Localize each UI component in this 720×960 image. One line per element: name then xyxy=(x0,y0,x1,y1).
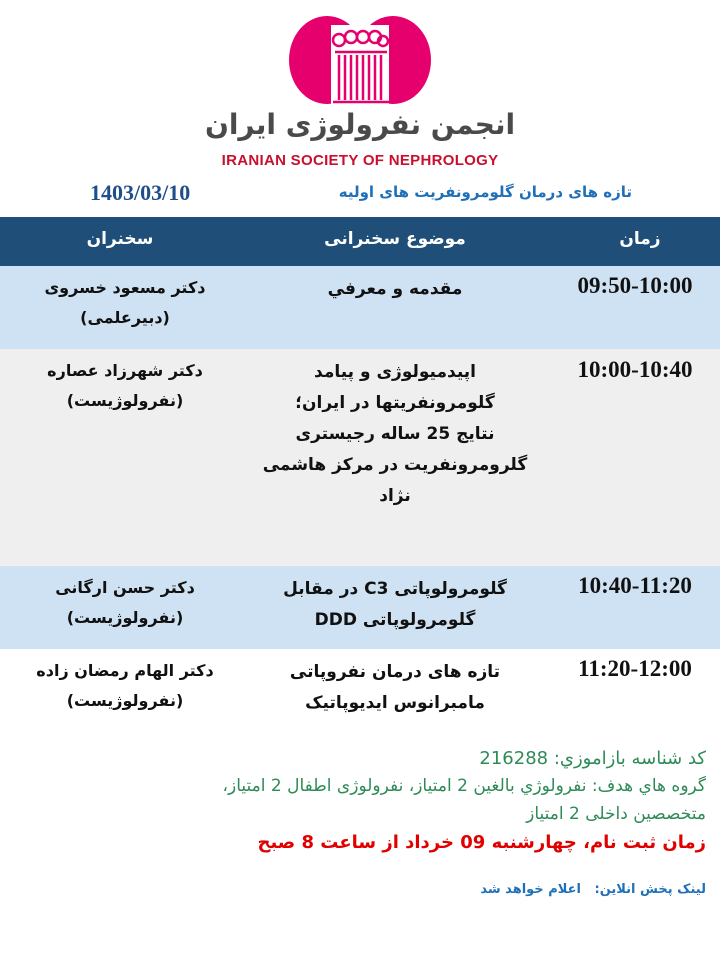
table-row xyxy=(0,266,720,349)
target-groups-line2: متخصصین داخلی 2 امتیاز xyxy=(526,804,706,824)
online-link-note: لینک پخش انلاین: اعلام خواهد شد xyxy=(480,882,706,897)
header-speaker: سخنران xyxy=(86,229,154,249)
row-topic: مقدمه و معرفي xyxy=(327,279,463,299)
row-speaker: دکتر حسن ارگانی (نفرولوژیست) xyxy=(55,578,195,627)
kidney-column-emblem xyxy=(285,10,435,110)
row-speaker: دکتر الهام رمضان زاده (نفرولوژیست) xyxy=(36,661,214,710)
table-row xyxy=(0,349,720,566)
row-speaker: دکتر مسعود خسروی (دبیرعلمی) xyxy=(44,278,206,327)
header-time: زمان xyxy=(619,229,661,249)
event-date: 1403/03/10 xyxy=(90,180,191,205)
row-time: 10:40-11:20 xyxy=(578,573,692,598)
event-subject: تازه های درمان گلومرونفریت های اولیه xyxy=(338,183,632,201)
course-code: کد شناسه بازاموزي: 216288 xyxy=(479,748,706,769)
society-persian-name: انجمن نفرولوژی ایران xyxy=(204,108,516,141)
society-logo xyxy=(0,0,720,180)
row-topic: گلومرولوپاتی C3 در مقابل گلومرولوپاتی DDD xyxy=(283,579,507,630)
row-topic: تازه های درمان نفروپاتی مامبرانوس ایدیوپاتیک xyxy=(289,662,501,713)
society-english-name: IRANIAN SOCIETY OF NEPHROLOGY xyxy=(221,152,499,169)
target-groups-line1: گروه هاي هدف: نفرولوژي بالغين 2 امتياز، نفرولوژی اطفال 2 امتیاز، xyxy=(222,776,706,796)
table-row xyxy=(0,649,720,734)
row-time: 09:50-10:00 xyxy=(577,273,693,298)
row-speaker: دکتر شهرزاد عصاره (نفرولوژیست) xyxy=(47,361,203,410)
header-topic: موضوع سخنرانی xyxy=(324,229,466,249)
row-topic: اپیدمیولوژی و پیامد گلومرونفریتها در ایران؛ نتایج 25 ساله رجیستری گلرومرونفریت در مرکز هاشمی نژاد xyxy=(262,362,528,506)
row-time: 11:20-12:00 xyxy=(578,656,692,681)
row-time: 10:00-10:40 xyxy=(577,357,693,382)
table-row xyxy=(0,566,720,649)
table-header xyxy=(0,217,720,266)
registration-time: زمان ثبت نام، چهارشنبه 09 خرداد از ساعت 8 صبح xyxy=(257,832,706,853)
